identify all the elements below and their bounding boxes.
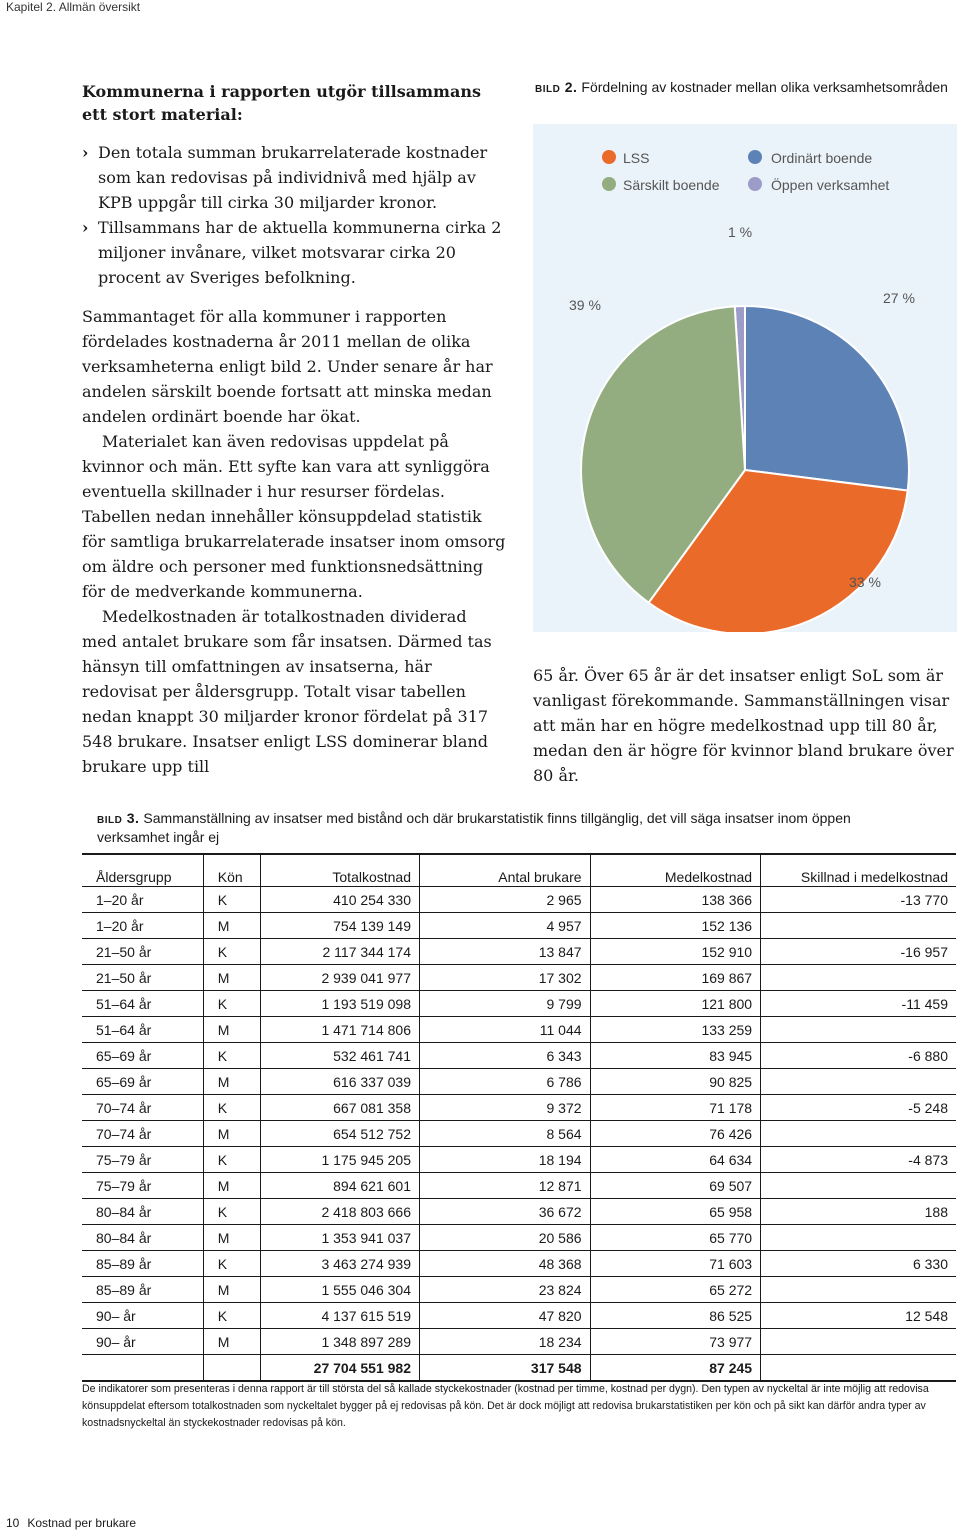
header-user-count: Antal brukare <box>420 854 591 887</box>
table-row <box>82 1173 956 1199</box>
legend-label-ordinart: Ordinärt boende <box>771 150 873 166</box>
table-row <box>82 965 956 991</box>
header-total-cost: Totalkostnad <box>260 854 419 887</box>
cell-sex: K <box>203 1043 260 1069</box>
page-footer <box>6 1516 136 1530</box>
slice-label-lss: 33 % <box>849 574 881 590</box>
table-row <box>82 1017 956 1043</box>
cell-age-group: 1–20 år <box>82 913 203 939</box>
cell-total-cost: 1 555 046 304 <box>260 1277 419 1303</box>
table-row <box>82 939 956 965</box>
cell-cost-difference <box>761 1225 956 1251</box>
cell-total-cost: 1 471 714 806 <box>260 1017 419 1043</box>
cell-sex: K <box>203 1147 260 1173</box>
intro-heading: Kommunerna i rapporten utgör tillsammans ett stort material: <box>82 82 481 124</box>
table-row <box>82 1303 956 1329</box>
cell-sex: M <box>203 1277 260 1303</box>
table-row <box>82 1329 956 1355</box>
cell-sex: M <box>203 965 260 991</box>
bullet-text: Tillsammans har de aktuella kommunerna cirka 2 miljoner invånare, vilket motsvarar cirka 20 procent av Sveriges befolkning. <box>98 218 502 287</box>
table-label: bild 3. <box>97 810 140 826</box>
cell-average-cost: 71 603 <box>590 1251 761 1277</box>
cell-total-cost: 654 512 752 <box>260 1121 419 1147</box>
legend-label-lss: LSS <box>623 150 650 166</box>
header-cost-difference: Skillnad i medelkostnad <box>761 854 956 887</box>
cell-average-cost: 138 366 <box>590 887 761 913</box>
cell-total-cost: 1 353 941 037 <box>260 1225 419 1251</box>
cell-age-group: 90– år <box>82 1329 203 1355</box>
cell-user-count: 17 302 <box>420 965 591 991</box>
body-paragraph: Materialet kan även redovisas uppdelat på kvinnor och män. Ett syfte kan vara att synliggöra eventuella skillnader i hur resurser fördelas. Tabellen nedan innehåller könsuppdelad statistik för samtliga brukarrelaterade insatser inom omsorg om äldre och personer med funktionsnedsättning för de medverkande kommunerna. <box>82 432 506 601</box>
cell-total-cost: 3 463 274 939 <box>260 1251 419 1277</box>
slice-label-oppen: 1 % <box>728 224 753 240</box>
cell-age-group: 51–64 år <box>82 991 203 1017</box>
cell-average-cost: 76 426 <box>590 1121 761 1147</box>
chevron-right-icon: › <box>82 143 89 162</box>
figure-label: bild 2. <box>535 79 578 95</box>
body-paragraph: Medelkostnaden är totalkostnaden dividerad med antalet brukare som får insatsen. Därmed tas hänsyn till omfattningen av insatserna, här redovisat per åldersgrupp. Totalt visar tabellen nedan knappt 30 miljarder kronor fördelat på 317 548 brukare. Insatser enligt LSS dominerar bland brukare upp till <box>82 607 492 776</box>
cell-user-count: 6 786 <box>420 1069 591 1095</box>
cell-total-cost: 1 193 519 098 <box>260 991 419 1017</box>
cell-cost-difference: -16 957 <box>761 939 956 965</box>
body-paragraph: Sammantaget för alla kommuner i rapporten fördelades kostnaderna år 2011 mellan de olika verksamheterna enligt bild 2. Under senare år har andelen särskilt boende fortsatt att minska medan andelen ordinärt boende har ökat. <box>82 307 493 426</box>
table-row <box>82 1043 956 1069</box>
header-average-cost: Medelkostnad <box>590 854 761 887</box>
cell-sex: M <box>203 1017 260 1043</box>
legend-swatch-lss <box>602 150 616 164</box>
cell-sex: M <box>203 1121 260 1147</box>
cell-age-group: 80–84 år <box>82 1225 203 1251</box>
cell-age-group: 51–64 år <box>82 1017 203 1043</box>
table-header-row <box>82 854 956 887</box>
cell-user-count: 18 194 <box>420 1147 591 1173</box>
cell-user-count: 6 343 <box>420 1043 591 1069</box>
cell-cost-difference <box>761 1121 956 1147</box>
cell-user-count: 9 799 <box>420 991 591 1017</box>
cell-average-cost: 83 945 <box>590 1043 761 1069</box>
cell-average-cost: 71 178 <box>590 1095 761 1121</box>
cell-age-group: 1–20 år <box>82 887 203 913</box>
cell-age-group: 85–89 år <box>82 1251 203 1277</box>
cell-total-cost: 410 254 330 <box>260 887 419 913</box>
total-cell-total-cost: 27 704 551 982 <box>260 1355 419 1382</box>
cell-cost-difference: 188 <box>761 1199 956 1225</box>
cell-sex: K <box>203 1251 260 1277</box>
figure-caption <box>535 78 955 97</box>
cell-average-cost: 65 958 <box>590 1199 761 1225</box>
cell-user-count: 20 586 <box>420 1225 591 1251</box>
bullet-item <box>82 215 506 290</box>
table-caption <box>97 809 897 847</box>
cell-cost-difference: 6 330 <box>761 1251 956 1277</box>
cell-total-cost: 667 081 358 <box>260 1095 419 1121</box>
cell-total-cost: 2 939 041 977 <box>260 965 419 991</box>
cell-total-cost: 1 175 945 205 <box>260 1147 419 1173</box>
chevron-right-icon: › <box>82 218 89 237</box>
table-row <box>82 1251 956 1277</box>
slice-label-ordinart: 27 % <box>883 290 915 306</box>
cost-table <box>82 853 956 1382</box>
footnote: De indikatorer som presenteras i denna rapport är till största del så kallade styckekostnader (kostnad per timme, kostnad per dygn). Den typen av nyckeltal är inte möjlig att redovisa könsuppdelat eftersom totalkostnaden som nyckeltalet bygger på ej redovisas på kön. Det är dock möjligt att redovisa brukarstatistiken per kön och på sikt kan därför andra typer av kostnadsnyckeltal än styckekostnader redovisas på kön. <box>82 1383 929 1429</box>
table-row <box>82 913 956 939</box>
cell-total-cost: 2 117 344 174 <box>260 939 419 965</box>
cell-age-group: 70–74 år <box>82 1095 203 1121</box>
cell-user-count: 8 564 <box>420 1121 591 1147</box>
cell-average-cost: 69 507 <box>590 1173 761 1199</box>
cell-age-group: 21–50 år <box>82 965 203 991</box>
publication-title: Kostnad per brukare <box>27 1516 137 1530</box>
cell-sex: K <box>203 1303 260 1329</box>
cell-cost-difference: -11 459 <box>761 991 956 1017</box>
cell-sex: K <box>203 939 260 965</box>
table-row <box>82 1225 956 1251</box>
cell-cost-difference <box>761 913 956 939</box>
cell-average-cost: 121 800 <box>590 991 761 1017</box>
right-paragraph: 65 år. Över 65 år är det insatser enligt SoL som är vanligast förekommande. Sammanställningen visar att män har en högre medelkostnad upp till 80 år, medan den är högre för kvinnor bland brukare över 80 år. <box>533 666 954 785</box>
cell-cost-difference <box>761 1069 956 1095</box>
legend-swatch-sarskilt <box>602 177 616 191</box>
cell-cost-difference <box>761 1017 956 1043</box>
cell-age-group: 65–69 år <box>82 1069 203 1095</box>
bullet-list <box>82 140 506 290</box>
pie-slice-ordinart <box>745 306 909 491</box>
table-row <box>82 1199 956 1225</box>
table-row <box>82 887 956 913</box>
cell-cost-difference <box>761 1173 956 1199</box>
cell-cost-difference <box>761 965 956 991</box>
table-row <box>82 1147 956 1173</box>
cell-age-group: 70–74 år <box>82 1121 203 1147</box>
cell-total-cost: 532 461 741 <box>260 1043 419 1069</box>
chapter-header: Kapitel 2. Allmän översikt <box>6 0 141 14</box>
cell-cost-difference: -13 770 <box>761 887 956 913</box>
cell-user-count: 36 672 <box>420 1199 591 1225</box>
cell-user-count: 13 847 <box>420 939 591 965</box>
page-number: 10 <box>6 1516 20 1530</box>
cell-user-count: 47 820 <box>420 1303 591 1329</box>
cell-user-count: 48 368 <box>420 1251 591 1277</box>
cell-average-cost: 73 977 <box>590 1329 761 1355</box>
cell-average-cost: 65 272 <box>590 1277 761 1303</box>
header-age-group: Åldersgrupp <box>82 854 203 887</box>
cell-sex: M <box>203 913 260 939</box>
cell-user-count: 12 871 <box>420 1173 591 1199</box>
total-cell-age-group <box>82 1355 203 1382</box>
total-cell-sex <box>203 1355 260 1382</box>
slice-label-sarskilt: 39 % <box>569 297 601 313</box>
cell-user-count: 18 234 <box>420 1329 591 1355</box>
cell-average-cost: 64 634 <box>590 1147 761 1173</box>
cell-average-cost: 90 825 <box>590 1069 761 1095</box>
cell-sex: K <box>203 887 260 913</box>
cell-age-group: 21–50 år <box>82 939 203 965</box>
cell-user-count: 9 372 <box>420 1095 591 1121</box>
cell-total-cost: 894 621 601 <box>260 1173 419 1199</box>
table-total-row <box>82 1355 956 1382</box>
cell-total-cost: 754 139 149 <box>260 913 419 939</box>
cell-user-count: 23 824 <box>420 1277 591 1303</box>
total-cell-cost-difference <box>761 1355 956 1382</box>
left-column <box>82 80 506 779</box>
cell-total-cost: 616 337 039 <box>260 1069 419 1095</box>
legend-label-oppen: Öppen verksamhet <box>771 177 890 193</box>
cell-average-cost: 152 910 <box>590 939 761 965</box>
cell-age-group: 90– år <box>82 1303 203 1329</box>
cell-age-group: 65–69 år <box>82 1043 203 1069</box>
bullet-text: Den totala summan brukarrelaterade kostnader som kan redovisas på individnivå med hjälp av KPB uppgår till cirka 30 miljarder kronor. <box>98 143 488 212</box>
pie-chart <box>533 124 957 632</box>
table-caption-text: Sammanställning av insatser med bistånd och där brukarstatistik finns tillgänglig, det vill säga insatser inom öppen verksamhet ingår ej <box>97 810 851 845</box>
cell-average-cost: 133 259 <box>590 1017 761 1043</box>
cell-sex: M <box>203 1069 260 1095</box>
figure-caption-text: Fördelning av kostnader mellan olika verksamhetsområden <box>581 79 948 95</box>
total-cell-user-count: 317 548 <box>420 1355 591 1382</box>
cell-age-group: 85–89 år <box>82 1277 203 1303</box>
cell-average-cost: 152 136 <box>590 913 761 939</box>
cell-cost-difference: 12 548 <box>761 1303 956 1329</box>
cell-sex: M <box>203 1225 260 1251</box>
bullet-item <box>82 140 506 215</box>
cell-sex: K <box>203 991 260 1017</box>
table-row <box>82 1095 956 1121</box>
cell-age-group: 75–79 år <box>82 1147 203 1173</box>
cell-sex: M <box>203 1329 260 1355</box>
cell-total-cost: 4 137 615 519 <box>260 1303 419 1329</box>
cell-total-cost: 1 348 897 289 <box>260 1329 419 1355</box>
cell-average-cost: 86 525 <box>590 1303 761 1329</box>
cell-user-count: 11 044 <box>420 1017 591 1043</box>
cell-total-cost: 2 418 803 666 <box>260 1199 419 1225</box>
table-body <box>82 887 956 1382</box>
header-sex: Kön <box>203 854 260 887</box>
legend-label-sarskilt: Särskilt boende <box>623 177 720 193</box>
table-row <box>82 1121 956 1147</box>
legend-swatch-ordinart <box>748 150 762 164</box>
cell-sex: K <box>203 1199 260 1225</box>
table-row <box>82 1069 956 1095</box>
legend-swatch-oppen <box>748 177 762 191</box>
total-cell-average-cost: 87 245 <box>590 1355 761 1382</box>
pie-chart-panel <box>533 124 957 632</box>
cell-user-count: 2 965 <box>420 887 591 913</box>
cell-age-group: 75–79 år <box>82 1173 203 1199</box>
cell-user-count: 4 957 <box>420 913 591 939</box>
cell-cost-difference: -6 880 <box>761 1043 956 1069</box>
cell-cost-difference <box>761 1277 956 1303</box>
table-row <box>82 1277 956 1303</box>
cell-average-cost: 169 867 <box>590 965 761 991</box>
cell-sex: K <box>203 1095 260 1121</box>
cell-cost-difference: -4 873 <box>761 1147 956 1173</box>
cell-age-group: 80–84 år <box>82 1199 203 1225</box>
cell-sex: M <box>203 1173 260 1199</box>
table-row <box>82 991 956 1017</box>
cell-cost-difference <box>761 1329 956 1355</box>
cell-cost-difference: -5 248 <box>761 1095 956 1121</box>
cell-average-cost: 65 770 <box>590 1225 761 1251</box>
